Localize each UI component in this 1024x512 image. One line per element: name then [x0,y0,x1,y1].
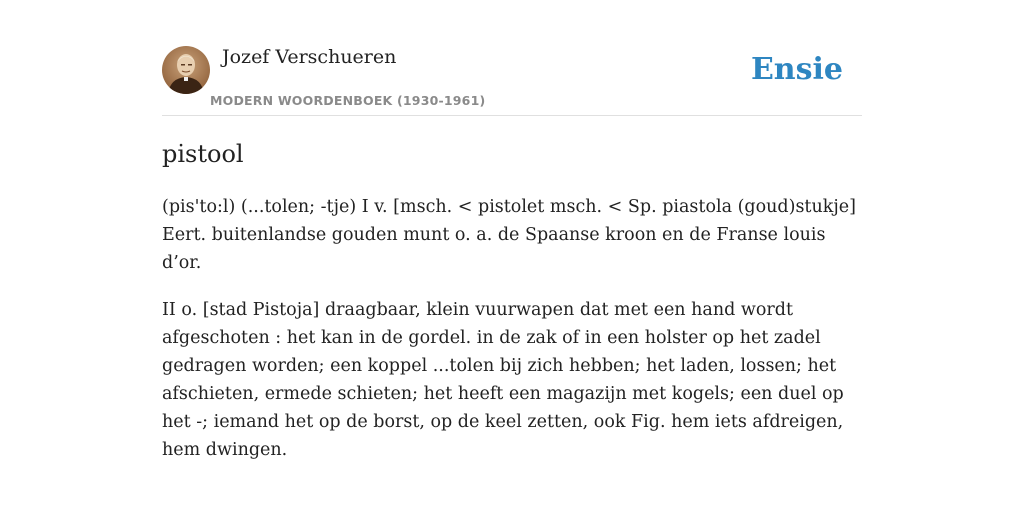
dictionary-source[interactable]: MODERN WOORDENBOEK (1930-1961) [210,93,486,108]
definition-paragraph-2: II o. [stad Pistoja] draagbaar, klein vuurwapen dat met een hand wordt afgeschoten : het kan in de gordel. in de zak of in een holster op het zadel gedragen worden; een koppel ...tolen bij zich hebben; het laden, lossen; het afschieten, ermede schieten; het heeft een magazijn met kogels; een duel op het -; iemand het op de borst, op de keel zetten, ook Fig. hem iets afdreigen, hem dwingen. [162,300,844,460]
author-name[interactable]: Jozef Verschueren [222,46,397,68]
brand-logo[interactable]: Ensie [750,52,843,87]
header-divider [162,115,862,116]
entry-word: pistool [162,140,244,168]
entry-definition [162,193,862,483]
definition-paragraph-1: (pis'to:l) (...tolen; -tje) I v. [msch. < pistolet msch. < Sp. piastola (goud)stukje] Eert. buitenlandse gouden munt o. a. de Spaanse kroon en de Franse louis d’or. [162,197,856,273]
portrait-icon [162,46,210,94]
entry-header [162,46,862,116]
author-avatar[interactable] [162,46,210,94]
